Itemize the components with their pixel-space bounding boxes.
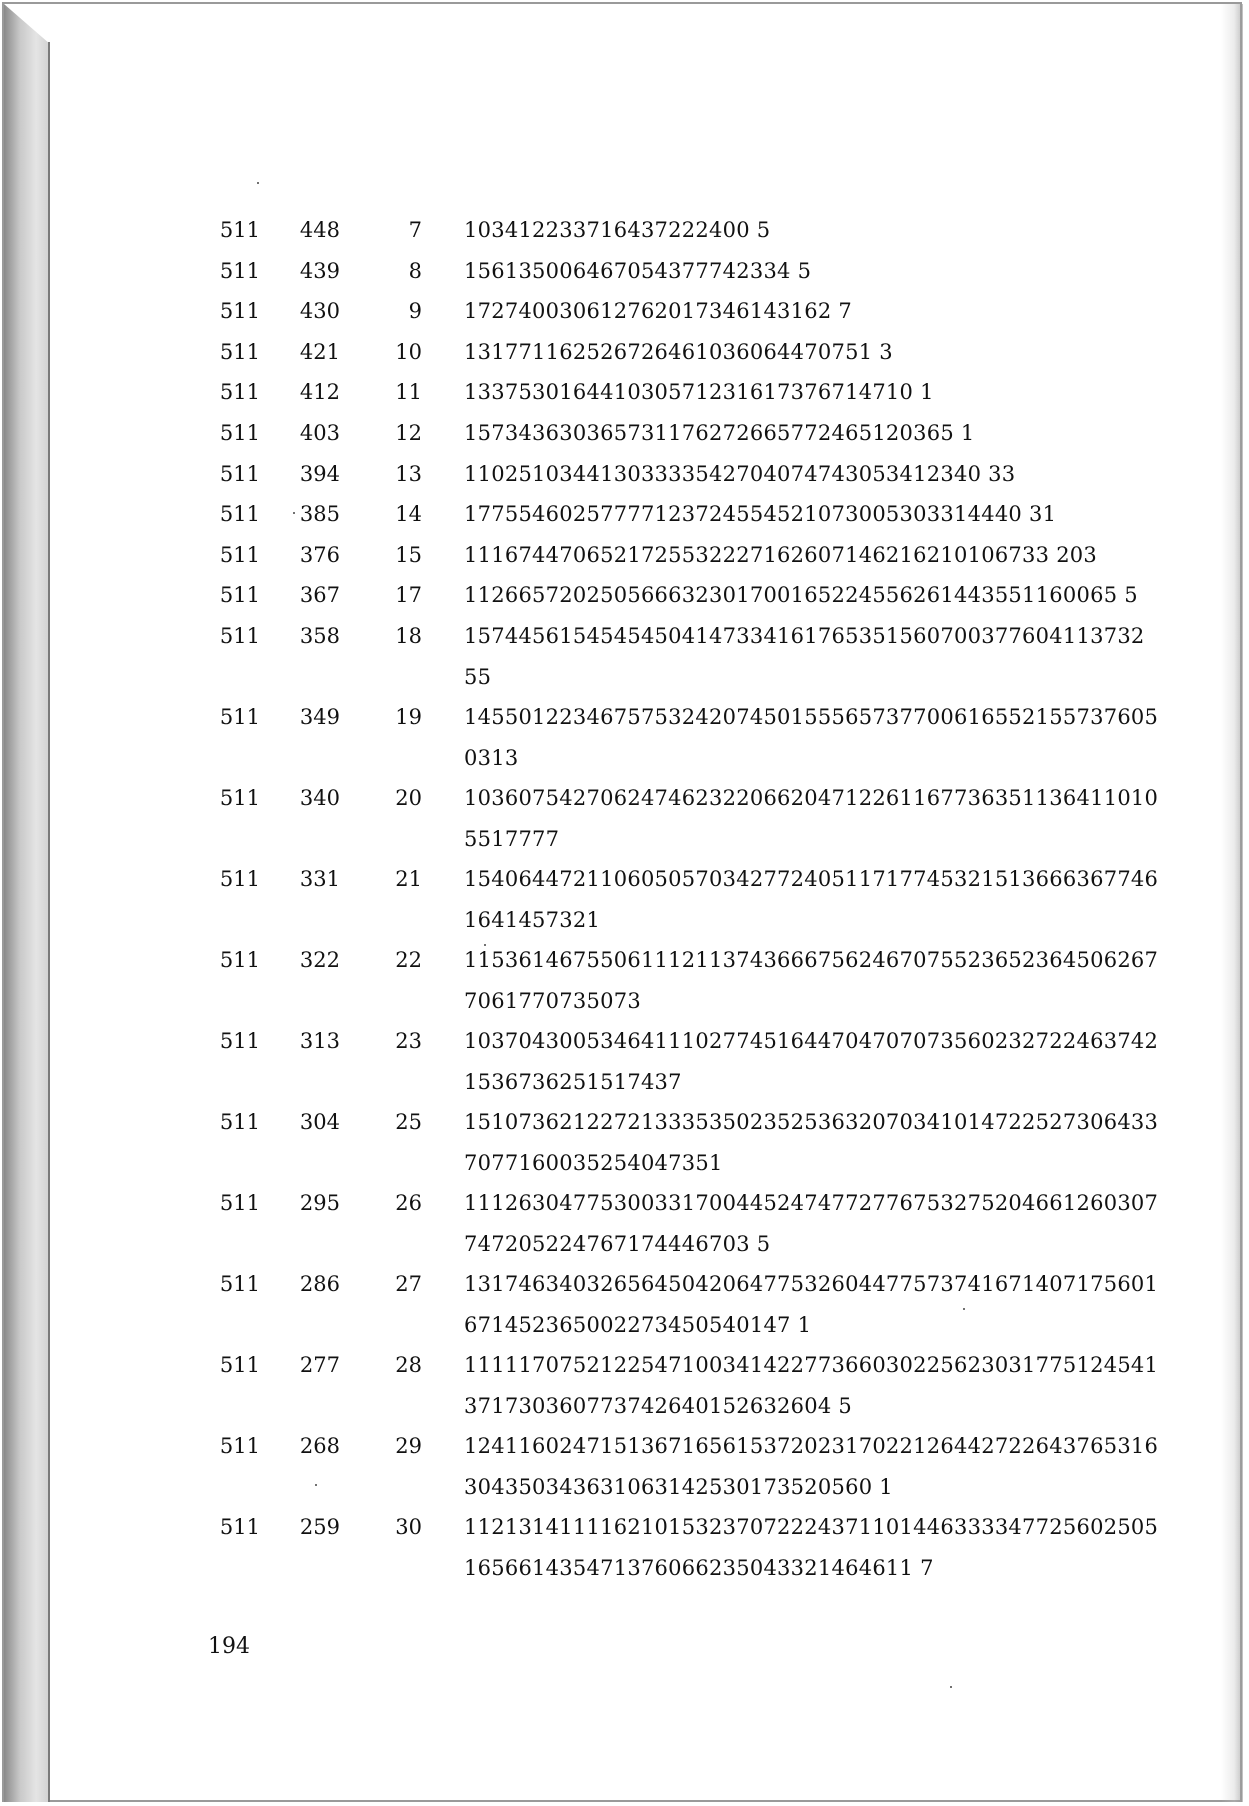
col-value: 131746340326564504206477532604477573741671407175601 671452365002273450540147 1 — [464, 1271, 1159, 1337]
col-k: 430 — [299, 299, 340, 324]
col-value: 15744561545454504147334161765351560700377604113732 55 — [464, 623, 1145, 689]
col-value: 1116744706521725532227162607146216210106733 203 — [464, 542, 1098, 567]
col-n: 511 — [219, 502, 260, 527]
table-row — [50, 1102, 1220, 1183]
print-speck — [315, 1484, 317, 1486]
col-t: 25 — [395, 1109, 422, 1134]
table-row — [50, 1507, 1220, 1588]
table-row — [50, 413, 1220, 454]
page-edge-shadow — [1221, 4, 1243, 1802]
col-n: 511 — [219, 785, 260, 810]
col-k: 313 — [299, 1028, 340, 1053]
col-value: 115361467550611121137436667562467075523652364506267 7061770735073 — [464, 947, 1159, 1013]
col-k: 331 — [299, 866, 340, 891]
col-value: 103607542706247462322066204712261167736351136411010 5517777 — [464, 785, 1159, 851]
col-n: 511 — [219, 258, 260, 283]
col-value: 145501223467575324207450155565737700616552155737605 0313 — [464, 704, 1159, 770]
col-n: 511 — [219, 623, 260, 648]
col-n: 511 — [219, 542, 260, 567]
book-spine — [4, 4, 50, 1802]
col-k: 448 — [299, 218, 340, 242]
col-n: 511 — [219, 1514, 260, 1539]
col-k: 358 — [299, 623, 340, 648]
col-value: 17755460257777123724554521073005303314440 31 — [464, 502, 1057, 527]
col-value: 103704300534641110277451644704707073560232722463742 1536736251517437 — [464, 1028, 1159, 1094]
col-n: 511 — [219, 1433, 260, 1458]
col-n: 511 — [219, 1352, 260, 1377]
table-row — [50, 1426, 1220, 1507]
col-value: 172740030612762017346143162 7 — [464, 299, 853, 324]
col-k: 268 — [299, 1433, 340, 1458]
col-t: 27 — [395, 1271, 422, 1296]
col-k: 340 — [299, 785, 340, 810]
col-t: 10 — [395, 339, 422, 364]
col-k: 295 — [299, 1190, 340, 1215]
col-value: 103412233716437222400 5 — [464, 218, 771, 242]
col-t: 7 — [408, 218, 422, 242]
col-k: 304 — [299, 1109, 340, 1134]
col-k: 286 — [299, 1271, 340, 1296]
table-row — [50, 697, 1220, 778]
col-t: 20 — [395, 785, 422, 810]
print-speck — [484, 944, 486, 946]
print-speck — [257, 182, 259, 184]
col-t: 26 — [395, 1190, 422, 1215]
col-n: 511 — [219, 461, 260, 486]
col-value: 156135006467054377742334 5 — [464, 258, 812, 283]
col-k: 376 — [299, 542, 340, 567]
col-n: 511 — [219, 420, 260, 445]
col-k: 322 — [299, 947, 340, 972]
number-table — [50, 210, 1220, 1588]
col-n: 511 — [219, 1109, 260, 1134]
col-t: 30 — [395, 1514, 422, 1539]
table-row — [50, 494, 1220, 535]
col-t: 14 — [395, 502, 422, 527]
col-k: 403 — [299, 420, 340, 445]
col-n: 511 — [219, 947, 260, 972]
table-row — [50, 210, 1220, 251]
table-row — [50, 575, 1220, 616]
table-row — [50, 454, 1220, 495]
col-t: 8 — [408, 258, 422, 283]
col-value: 133753016441030571231617376714710 1 — [464, 380, 934, 405]
col-k: 439 — [299, 258, 340, 283]
col-t: 17 — [395, 583, 422, 608]
table-row — [50, 1264, 1220, 1345]
table-row — [50, 1345, 1220, 1426]
table-row — [50, 778, 1220, 859]
col-k: 421 — [299, 339, 340, 364]
table-row — [50, 616, 1220, 697]
col-k: 367 — [299, 583, 340, 608]
col-t: 23 — [395, 1028, 422, 1053]
col-n: 511 — [219, 1271, 260, 1296]
col-n: 511 — [219, 866, 260, 891]
col-k: 385 — [299, 502, 340, 527]
col-n: 511 — [219, 583, 260, 608]
print-speck — [950, 1686, 952, 1688]
col-n: 511 — [219, 299, 260, 324]
col-value: 112131411116210153237072224371101446333347725602505 165661435471376066235043321464611 7 — [464, 1514, 1159, 1580]
col-t: 12 — [395, 420, 422, 445]
table-row — [50, 1183, 1220, 1264]
page-number: 194 — [208, 1634, 250, 1659]
table-row — [50, 940, 1220, 1021]
col-n: 511 — [219, 380, 260, 405]
col-t: 13 — [395, 461, 422, 486]
col-n: 511 — [219, 218, 260, 242]
col-t: 18 — [395, 623, 422, 648]
col-n: 511 — [219, 1028, 260, 1053]
col-t: 28 — [395, 1352, 422, 1377]
col-k: 349 — [299, 704, 340, 729]
table-row — [50, 291, 1220, 332]
table-row — [50, 1021, 1220, 1102]
table-row — [50, 372, 1220, 413]
col-t: 21 — [395, 866, 422, 891]
col-t: 9 — [408, 299, 422, 324]
col-value: 157343630365731176272665772465120365 1 — [464, 420, 975, 445]
col-value: 11025103441303333542704074743053412340 33 — [464, 461, 1016, 486]
col-k: 394 — [299, 461, 340, 486]
table-row — [50, 251, 1220, 292]
col-t: 29 — [395, 1433, 422, 1458]
col-value: 124116024715136716561537202317022126442722643765316 304350343631063142530173520560 1 — [464, 1433, 1159, 1499]
col-k: 412 — [299, 380, 340, 405]
page — [50, 4, 1220, 1802]
col-value: 112665720250566632301700165224556261443551160065 5 — [464, 583, 1138, 608]
col-n: 511 — [219, 704, 260, 729]
print-speck — [293, 512, 295, 514]
table-row — [50, 535, 1220, 576]
col-value: 151073621227213335350235253632070341014722527306433 7077160035254047351 — [464, 1109, 1159, 1175]
print-speck — [963, 1308, 965, 1310]
col-k: 277 — [299, 1352, 340, 1377]
col-n: 511 — [219, 339, 260, 364]
col-value: 131771162526726461036064470751 3 — [464, 339, 893, 364]
col-n: 511 — [219, 1190, 260, 1215]
col-t: 15 — [395, 542, 422, 567]
table-row — [50, 332, 1220, 373]
col-k: 259 — [299, 1514, 340, 1539]
col-t: 11 — [395, 380, 422, 405]
col-t: 19 — [395, 704, 422, 729]
col-t: 22 — [395, 947, 422, 972]
col-value: 111263047753003317004452474772776753275204661260307 747205224767174446703 5 — [464, 1190, 1159, 1256]
table-row — [50, 859, 1220, 940]
col-value: 111117075212254710034142277366030225623031775124541 371730360773742640152632604 5 — [464, 1352, 1159, 1418]
col-value: 154064472110605057034277240511717745321513666367746 1641457321 — [464, 866, 1159, 932]
